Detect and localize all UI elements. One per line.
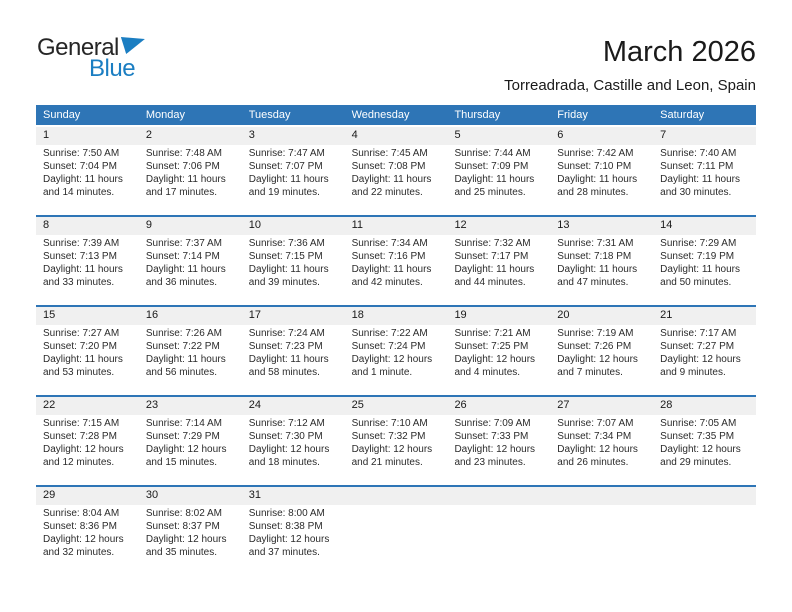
sunrise-text: Sunrise: 7:44 AM <box>454 148 531 159</box>
daylight-text: Daylight: 11 hours and 17 minutes. <box>145 174 226 198</box>
day-number: 15 <box>43 309 56 321</box>
sunset-text: Sunset: 7:24 PM <box>351 341 426 352</box>
sunrise-text: Sunrise: 7:39 AM <box>43 238 120 249</box>
week-row <box>36 305 756 395</box>
day-number: 25 <box>351 399 364 411</box>
calendar-day-cell <box>139 505 242 559</box>
day-number: 3 <box>248 129 255 141</box>
sunrise-text: Sunrise: 7:19 AM <box>557 328 634 339</box>
day-number-band <box>36 127 756 145</box>
weekday-header-thursday: Thursday <box>454 109 501 121</box>
day-number: 8 <box>43 219 50 231</box>
sunset-text: Sunset: 8:37 PM <box>145 521 220 532</box>
daylight-text: Daylight: 11 hours and 42 minutes. <box>351 264 432 288</box>
sunset-text: Sunset: 7:11 PM <box>660 161 734 172</box>
sunset-text: Sunset: 7:32 PM <box>351 431 426 442</box>
weekday-header-row <box>36 105 756 125</box>
logo-triangle-icon <box>121 37 145 54</box>
calendar-day-cell <box>550 145 653 199</box>
sunrise-text: Sunrise: 7:26 AM <box>145 328 223 339</box>
daylight-text: Daylight: 11 hours and 39 minutes. <box>248 264 329 288</box>
sunset-text: Sunset: 7:29 PM <box>145 431 220 442</box>
calendar-day-cell <box>653 415 756 469</box>
sunrise-text: Sunrise: 7:45 AM <box>351 148 428 159</box>
day-number: 14 <box>660 219 673 231</box>
sunset-text: Sunset: 8:36 PM <box>43 521 117 532</box>
sunset-text: Sunset: 7:08 PM <box>351 161 426 172</box>
calendar-day-cell <box>653 325 756 379</box>
empty-day-cell <box>345 505 448 559</box>
weekday-header-wednesday: Wednesday <box>351 109 410 121</box>
day-number: 9 <box>145 219 152 231</box>
calendar-day-cell <box>447 235 550 289</box>
logo-text-blue: Blue <box>89 55 136 82</box>
sunrise-text: Sunrise: 7:31 AM <box>557 238 634 249</box>
sunset-text: Sunset: 7:17 PM <box>454 251 529 262</box>
day-details-row <box>36 415 756 469</box>
calendar-day-cell <box>242 145 345 199</box>
empty-day-cell <box>653 505 756 559</box>
sunrise-text: Sunrise: 7:29 AM <box>660 238 737 249</box>
calendar-day-cell <box>345 145 448 199</box>
sunrise-text: Sunrise: 7:42 AM <box>557 148 634 159</box>
daylight-text: Daylight: 12 hours and 4 minutes. <box>454 354 536 378</box>
daylight-text: Daylight: 11 hours and 44 minutes. <box>454 264 535 288</box>
sunrise-text: Sunrise: 7:40 AM <box>660 148 737 159</box>
day-number-band <box>36 397 756 415</box>
calendar-day-cell <box>139 235 242 289</box>
page-subtitle: Torreadrada, Castille and Leon, Spain <box>504 77 756 95</box>
logo-text-general: General <box>37 34 119 61</box>
weekday-header-friday: Friday <box>557 109 588 121</box>
calendar-day-cell <box>139 145 242 199</box>
empty-day-number <box>653 487 756 505</box>
sunrise-text: Sunrise: 7:36 AM <box>248 238 325 249</box>
daylight-text: Daylight: 11 hours and 56 minutes. <box>145 354 226 378</box>
week-row <box>36 215 756 305</box>
day-number-band <box>36 307 756 325</box>
sunrise-text: Sunrise: 7:37 AM <box>145 238 223 249</box>
sunset-text: Sunset: 7:09 PM <box>454 161 529 172</box>
calendar-day-cell <box>653 235 756 289</box>
sunset-text: Sunset: 7:06 PM <box>145 161 220 172</box>
weekday-header-saturday: Saturday <box>660 109 705 121</box>
day-number: 21 <box>660 309 673 321</box>
day-number: 29 <box>43 489 56 501</box>
day-number: 4 <box>351 129 358 141</box>
sunset-text: Sunset: 7:25 PM <box>454 341 529 352</box>
day-number: 30 <box>145 489 159 501</box>
daylight-text: Daylight: 12 hours and 23 minutes. <box>454 444 536 468</box>
day-details-row <box>36 145 756 199</box>
daylight-text: Daylight: 11 hours and 28 minutes. <box>557 174 638 198</box>
sunset-text: Sunset: 8:38 PM <box>248 521 323 532</box>
calendar-day-cell <box>36 235 139 289</box>
sunset-text: Sunset: 7:10 PM <box>557 161 632 172</box>
sunset-text: Sunset: 7:26 PM <box>557 341 632 352</box>
calendar-day-cell <box>653 145 756 199</box>
sunset-text: Sunset: 7:16 PM <box>351 251 426 262</box>
sunrise-text: Sunrise: 7:32 AM <box>454 238 531 249</box>
sunset-text: Sunset: 7:20 PM <box>43 341 117 352</box>
sunrise-text: Sunrise: 7:12 AM <box>248 418 325 429</box>
daylight-text: Daylight: 11 hours and 25 minutes. <box>454 174 535 198</box>
empty-day-number <box>345 487 448 505</box>
weekday-header-monday: Monday <box>145 109 185 121</box>
daylight-text: Daylight: 12 hours and 26 minutes. <box>557 444 638 468</box>
sunset-text: Sunset: 7:22 PM <box>145 341 220 352</box>
sunset-text: Sunset: 7:15 PM <box>248 251 323 262</box>
calendar-day-cell <box>345 325 448 379</box>
day-number-band <box>36 487 756 505</box>
daylight-text: Daylight: 12 hours and 15 minutes. <box>145 444 227 468</box>
daylight-text: Daylight: 11 hours and 19 minutes. <box>248 174 329 198</box>
day-number: 6 <box>557 129 564 141</box>
day-number-band <box>36 217 756 235</box>
calendar-day-cell <box>36 415 139 469</box>
daylight-text: Daylight: 11 hours and 14 minutes. <box>43 174 123 198</box>
sunrise-text: Sunrise: 8:00 AM <box>248 508 325 519</box>
sunset-text: Sunset: 7:34 PM <box>557 431 632 442</box>
day-number: 16 <box>145 309 159 321</box>
daylight-text: Daylight: 11 hours and 30 minutes. <box>660 174 741 198</box>
sunrise-text: Sunrise: 7:05 AM <box>660 418 737 429</box>
day-number: 19 <box>454 309 467 321</box>
sunrise-text: Sunrise: 7:10 AM <box>351 418 428 429</box>
daylight-text: Daylight: 11 hours and 47 minutes. <box>557 264 638 288</box>
day-number: 23 <box>145 399 159 411</box>
empty-day-number <box>550 487 653 505</box>
calendar-day-cell <box>550 235 653 289</box>
calendar-day-cell <box>139 415 242 469</box>
daylight-text: Daylight: 12 hours and 35 minutes. <box>145 534 227 558</box>
daylight-text: Daylight: 11 hours and 33 minutes. <box>43 264 123 288</box>
page-title: March 2026 <box>602 36 756 68</box>
sunset-text: Sunset: 7:28 PM <box>43 431 117 442</box>
sunrise-text: Sunrise: 7:17 AM <box>660 328 737 339</box>
day-number: 31 <box>248 489 261 501</box>
sunset-text: Sunset: 7:23 PM <box>248 341 323 352</box>
sunrise-text: Sunrise: 7:14 AM <box>145 418 223 429</box>
title-block <box>504 36 756 94</box>
calendar-day-cell <box>345 415 448 469</box>
sunrise-text: Sunrise: 7:24 AM <box>248 328 325 339</box>
day-number: 17 <box>248 309 261 321</box>
week-row <box>36 125 756 215</box>
weekday-header-tuesday: Tuesday <box>248 109 291 121</box>
daylight-text: Daylight: 12 hours and 37 minutes. <box>248 534 330 558</box>
day-number: 18 <box>351 309 364 321</box>
sunset-text: Sunset: 7:04 PM <box>43 161 117 172</box>
calendar-day-cell <box>242 235 345 289</box>
day-details-row <box>36 325 756 379</box>
sunrise-text: Sunrise: 7:50 AM <box>43 148 120 159</box>
day-number: 26 <box>454 399 467 411</box>
sunrise-text: Sunrise: 7:07 AM <box>557 418 634 429</box>
week-row <box>36 485 756 575</box>
calendar-day-cell <box>447 325 550 379</box>
daylight-text: Daylight: 11 hours and 22 minutes. <box>351 174 432 198</box>
day-number: 7 <box>660 129 667 141</box>
calendar-day-cell <box>36 505 139 559</box>
sunrise-text: Sunrise: 8:04 AM <box>43 508 120 519</box>
day-number: 11 <box>351 219 363 231</box>
calendar-table <box>36 105 756 575</box>
calendar-day-cell <box>242 325 345 379</box>
day-number: 27 <box>557 399 570 411</box>
daylight-text: Daylight: 12 hours and 21 minutes. <box>351 444 433 468</box>
calendar-day-cell <box>447 415 550 469</box>
day-number: 2 <box>145 129 152 141</box>
sunrise-text: Sunrise: 7:21 AM <box>454 328 531 339</box>
empty-day-cell <box>447 505 550 559</box>
calendar-day-cell <box>550 415 653 469</box>
calendar-day-cell <box>550 325 653 379</box>
calendar-day-cell <box>36 145 139 199</box>
calendar-day-cell <box>242 415 345 469</box>
calendar-day-cell <box>139 325 242 379</box>
daylight-text: Daylight: 11 hours and 58 minutes. <box>248 354 329 378</box>
sunset-text: Sunset: 7:14 PM <box>145 251 220 262</box>
general-blue-logo <box>37 36 145 81</box>
calendar-day-cell <box>36 325 139 379</box>
week-row <box>36 395 756 485</box>
sunrise-text: Sunrise: 7:09 AM <box>454 418 531 429</box>
sunset-text: Sunset: 7:19 PM <box>660 251 735 262</box>
day-number: 24 <box>248 399 261 411</box>
sunset-text: Sunset: 7:27 PM <box>660 341 735 352</box>
daylight-text: Daylight: 11 hours and 53 minutes. <box>43 354 123 378</box>
daylight-text: Daylight: 12 hours and 32 minutes. <box>43 534 124 558</box>
daylight-text: Daylight: 11 hours and 36 minutes. <box>145 264 226 288</box>
day-number: 22 <box>43 399 56 411</box>
daylight-text: Daylight: 12 hours and 7 minutes. <box>557 354 638 378</box>
daylight-text: Daylight: 12 hours and 29 minutes. <box>660 444 741 468</box>
daylight-text: Daylight: 12 hours and 1 minute. <box>351 354 433 378</box>
daylight-text: Daylight: 12 hours and 18 minutes. <box>248 444 330 468</box>
sunrise-text: Sunrise: 7:15 AM <box>43 418 120 429</box>
weekday-header-sunday: Sunday <box>43 109 81 121</box>
calendar-day-cell <box>447 145 550 199</box>
sunrise-text: Sunrise: 7:47 AM <box>248 148 325 159</box>
empty-day-cell <box>550 505 653 559</box>
daylight-text: Daylight: 12 hours and 9 minutes. <box>660 354 741 378</box>
daylight-text: Daylight: 11 hours and 50 minutes. <box>660 264 741 288</box>
sunset-text: Sunset: 7:30 PM <box>248 431 323 442</box>
empty-day-number <box>447 487 550 505</box>
calendar-weeks <box>36 125 756 575</box>
day-number: 13 <box>557 219 570 231</box>
sunset-text: Sunset: 7:13 PM <box>43 251 117 262</box>
sunrise-text: Sunrise: 7:48 AM <box>145 148 223 159</box>
sunset-text: Sunset: 7:33 PM <box>454 431 529 442</box>
daylight-text: Daylight: 12 hours and 12 minutes. <box>43 444 124 468</box>
day-number: 1 <box>43 129 50 141</box>
day-number: 10 <box>248 219 261 231</box>
sunrise-text: Sunrise: 8:02 AM <box>145 508 223 519</box>
day-number: 28 <box>660 399 673 411</box>
sunset-text: Sunset: 7:35 PM <box>660 431 735 442</box>
sunrise-text: Sunrise: 7:22 AM <box>351 328 428 339</box>
sunrise-text: Sunrise: 7:34 AM <box>351 238 428 249</box>
sunrise-text: Sunrise: 7:27 AM <box>43 328 120 339</box>
day-details-row <box>36 235 756 289</box>
day-number: 20 <box>557 309 570 321</box>
calendar-day-cell <box>345 235 448 289</box>
day-number: 12 <box>454 219 467 231</box>
day-details-row <box>36 505 756 559</box>
sunset-text: Sunset: 7:07 PM <box>248 161 323 172</box>
sunset-text: Sunset: 7:18 PM <box>557 251 632 262</box>
calendar-day-cell <box>242 505 345 559</box>
day-number: 5 <box>454 129 461 141</box>
